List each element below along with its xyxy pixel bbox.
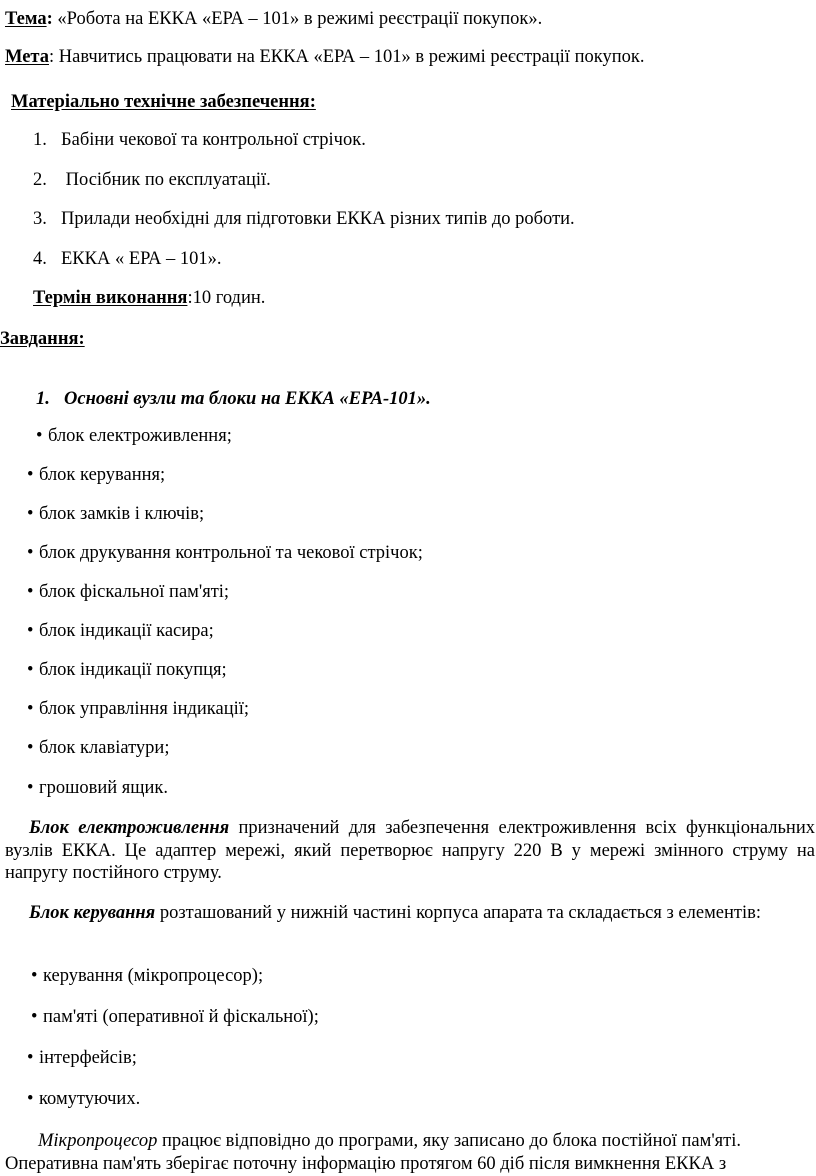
goal-line xyxy=(5,46,644,68)
cpu-line-2: Оперативна пам'ять зберігає поточну інформацію протягом 60 діб після вимкнення ЕККА з xyxy=(5,1154,727,1174)
cpu-term: Мікропроцесор xyxy=(38,1131,158,1151)
materials-item: 4. ЕККА « ЕРА – 101». xyxy=(33,249,222,269)
materials-item: 1. Бабіни чекової та контрольної стрічок. xyxy=(33,130,366,150)
block-list-item: • блок клавіатури; xyxy=(27,738,170,758)
block-list-item: • блок індикації касира; xyxy=(27,621,214,641)
block-list-item: • блок управління індикації; xyxy=(27,699,250,719)
topic-label: Тема xyxy=(5,9,47,29)
power-block-paragraph xyxy=(5,817,815,885)
goal-text: : Навчитись працювати на ЕККА «ЕРА – 101» в режимі реєстрації покупок. xyxy=(49,47,645,67)
goal-label: Мета xyxy=(5,47,49,67)
control-list-item: • пам'яті (оперативної й фіскальної); xyxy=(31,1007,319,1027)
materials-item: 3. Прилади необхідні для підготовки ЕККА різних типів до роботи. xyxy=(33,209,575,229)
topic-colon: : xyxy=(46,9,53,29)
block-list-item: • блок індикації покупця; xyxy=(27,660,227,680)
block-list-item: • блок друкування контрольної та чекової стрічок; xyxy=(27,543,423,563)
cpu-line-1 xyxy=(38,1130,741,1152)
control-list-item: • керування (мікропроцесор); xyxy=(31,966,264,986)
cpu-text: працює відповідно до програми, яку записано до блока постійної пам'яті. xyxy=(157,1131,742,1151)
topic-line xyxy=(5,8,542,30)
deadline-value: :10 годин. xyxy=(187,288,266,308)
control-list-item: • інтерфейсів; xyxy=(27,1048,137,1068)
block-list-item: • блок електроживлення; xyxy=(36,426,232,446)
control-list-item: • комутуючих. xyxy=(27,1089,141,1109)
block-list-item: • грошовий ящик. xyxy=(27,778,169,798)
power-block-text: призначений для забезпечення електроживлення всіх функціональних вузлів ЕККА. Це адаптер мережі, який перетворює напругу 220 В у мережі змінного струму на напругу постійного струму. xyxy=(5,818,815,883)
section1-heading: 1. Основні вузли та блоки на ЕККА «ЕРА-101». xyxy=(36,389,431,409)
block-list-item: • блок замків і ключів; xyxy=(27,504,205,524)
power-block-term: Блок електроживлення xyxy=(29,818,230,838)
control-block-term: Блок керування xyxy=(29,903,156,923)
tasks-heading: Завдання: xyxy=(0,329,85,349)
block-list-item: • блок фіскальної пам'яті; xyxy=(27,582,230,602)
control-block-text: розташований у нижній частині корпуса апарата та складається з елементів: xyxy=(155,903,762,923)
materials-heading: Матеріально технічне забезпечення: xyxy=(11,92,316,112)
topic-text: «Робота на ЕККА «ЕРА – 101» в режимі реєстрації покупок». xyxy=(52,9,543,29)
control-block-paragraph xyxy=(5,902,815,925)
deadline-label: Термін виконання xyxy=(33,288,188,308)
deadline-line xyxy=(33,287,265,309)
block-list-item: • блок керування; xyxy=(27,465,166,485)
materials-item: 2. Посібник по експлуатації. xyxy=(33,170,271,190)
